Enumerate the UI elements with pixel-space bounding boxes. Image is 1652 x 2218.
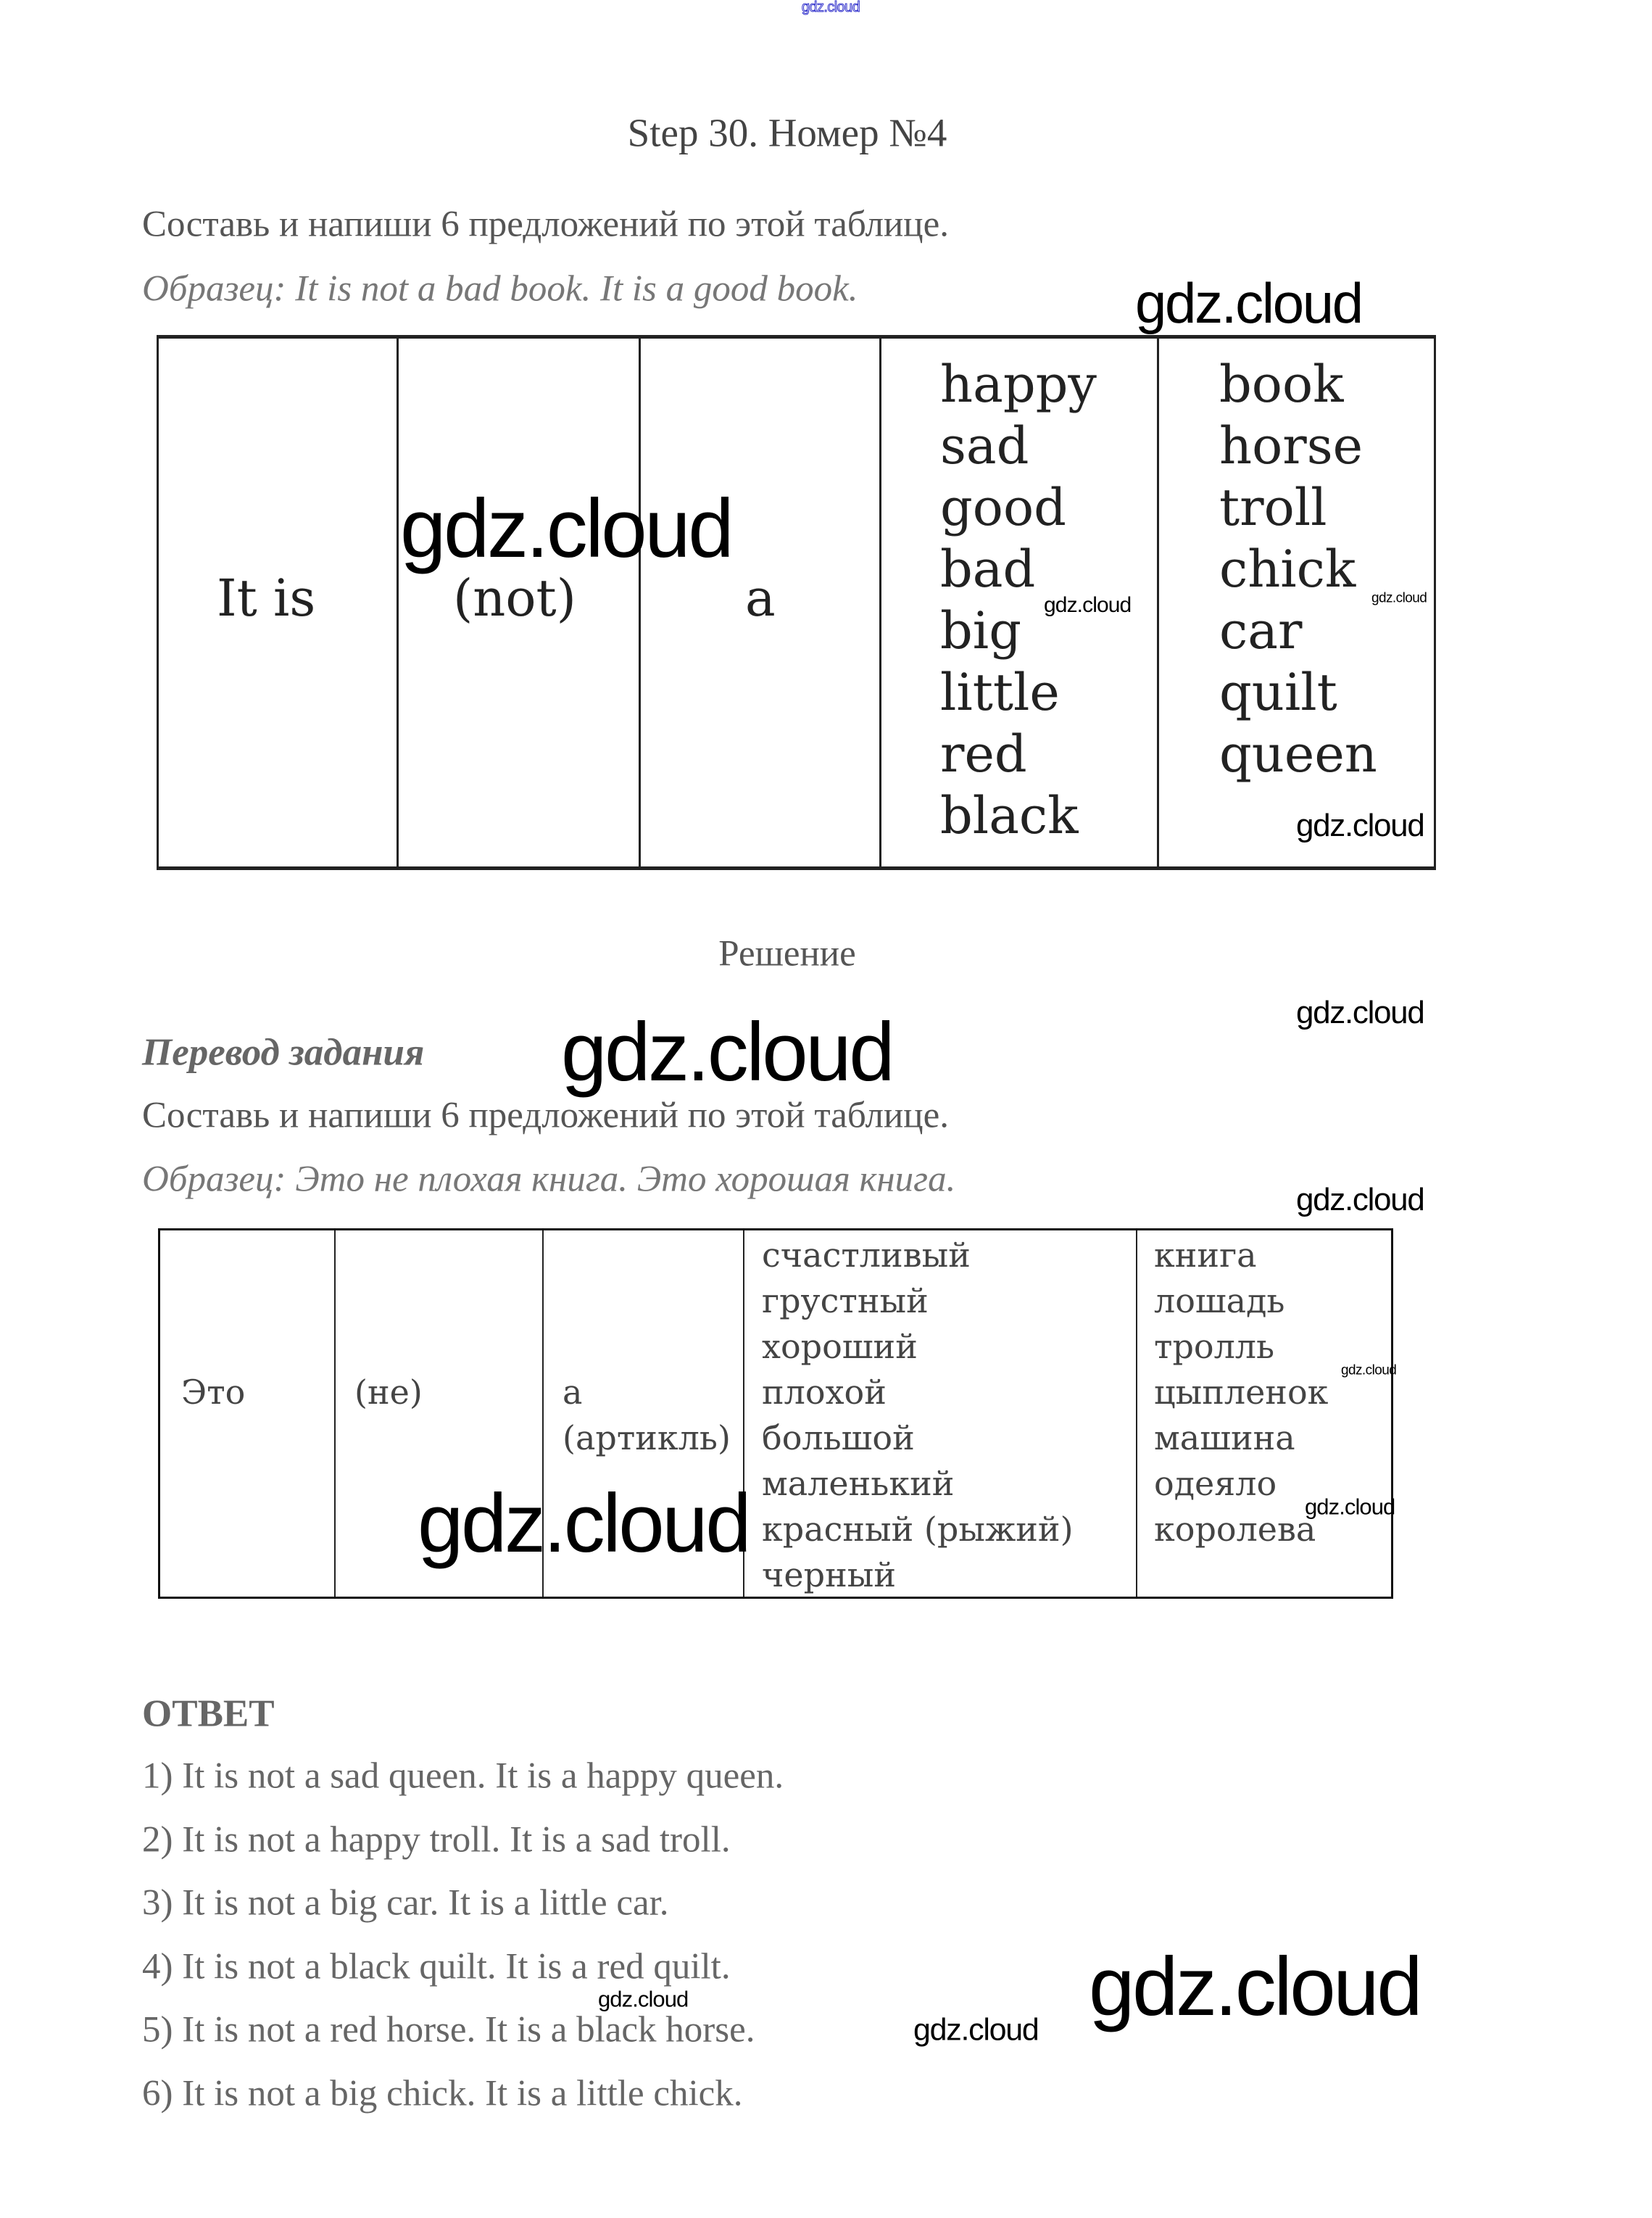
table-cell-eto: Это — [181, 1373, 246, 1412]
adjective: sad — [940, 416, 1029, 476]
task-example: Образец: It is not a bad book. It is a good book. — [142, 268, 858, 310]
noun: машина — [1154, 1418, 1295, 1457]
answer-item: 1) It is not a sad queen. It is a happy queen. — [142, 1755, 784, 1797]
watermark: gdz.cloud — [1305, 1494, 1395, 1520]
adjective: happy — [940, 355, 1097, 414]
adjective: черный — [762, 1555, 897, 1594]
noun: troll — [1219, 478, 1327, 537]
adjective: bad — [940, 539, 1036, 599]
adjective: black — [940, 786, 1079, 845]
adjective: little — [940, 663, 1060, 722]
adjective: красный (рыжий) — [762, 1510, 1074, 1549]
noun: book — [1219, 355, 1344, 414]
watermark: gdz.cloud — [400, 483, 732, 575]
watermark: gdz.cloud — [561, 1006, 893, 1098]
page-title: Step 30. Номер №4 — [627, 110, 947, 155]
adjective: грустный — [762, 1281, 929, 1320]
noun: цыпленок — [1154, 1373, 1329, 1412]
watermark: gdz.cloud — [1089, 1941, 1421, 2033]
header-watermark: gdz.cloud — [801, 0, 860, 15]
watermark: gdz.cloud — [913, 2012, 1039, 2048]
watermark: gdz.cloud — [1135, 271, 1362, 335]
adjective: big — [940, 601, 1022, 661]
answer-heading: ОТВЕТ — [142, 1692, 275, 1735]
solution-heading: Решение — [718, 933, 856, 974]
table-cell-it-is: It is — [217, 568, 316, 628]
translation-example: Образец: Это не плохая книга. Это хорошая книга. — [142, 1159, 956, 1200]
table-cell-article-note: (артикль) — [563, 1418, 731, 1457]
table-cell-article: a — [563, 1373, 583, 1412]
answer-item: 5) It is not a red horse. It is a black horse. — [142, 2009, 755, 2051]
noun: одеяло — [1154, 1464, 1277, 1503]
watermark: gdz.cloud — [1044, 593, 1132, 617]
noun: quilt — [1219, 663, 1337, 722]
adjective: счастливый — [762, 1236, 971, 1275]
watermark: gdz.cloud — [1296, 1182, 1424, 1217]
noun: книга — [1154, 1236, 1257, 1275]
answer-item: 3) It is not a big car. It is a little car. — [142, 1882, 669, 1924]
adjective: плохой — [762, 1373, 887, 1412]
noun: королева — [1154, 1510, 1316, 1549]
noun: лошадь — [1154, 1281, 1285, 1320]
watermark: gdz.cloud — [1371, 590, 1427, 606]
watermark: gdz.cloud — [1296, 808, 1424, 843]
answer-item: 4) It is not a black quilt. It is a red quilt. — [142, 1946, 731, 1987]
noun: chick — [1219, 539, 1356, 599]
adjective: маленький — [762, 1464, 955, 1503]
noun: car — [1219, 601, 1303, 661]
noun: horse — [1219, 416, 1363, 476]
translation-instruction: Составь и напиши 6 предложений по этой таблице. — [142, 1095, 949, 1136]
adjective: большой — [762, 1418, 915, 1457]
adjective: good — [940, 478, 1066, 537]
table-cell-ne: (не) — [354, 1373, 423, 1412]
task-instruction: Составь и напиши 6 предложений по этой таблице. — [142, 204, 949, 245]
watermark: gdz.cloud — [598, 1986, 689, 2012]
noun: queen — [1219, 724, 1377, 784]
adjective: red — [940, 724, 1027, 784]
table-cell-not: (not) — [453, 568, 576, 628]
table-cell-article: a — [745, 568, 776, 628]
translation-heading: Перевод задания — [142, 1031, 425, 1074]
noun: тролль — [1154, 1327, 1275, 1366]
answer-item: 6) It is not a big chick. It is a little chick. — [142, 2073, 743, 2114]
watermark: gdz.cloud — [1296, 995, 1424, 1030]
watermark: gdz.cloud — [1341, 1362, 1397, 1378]
adjective: хороший — [762, 1327, 918, 1366]
answer-item: 2) It is not a happy troll. It is a sad troll. — [142, 1819, 731, 1861]
watermark: gdz.cloud — [418, 1478, 750, 1570]
